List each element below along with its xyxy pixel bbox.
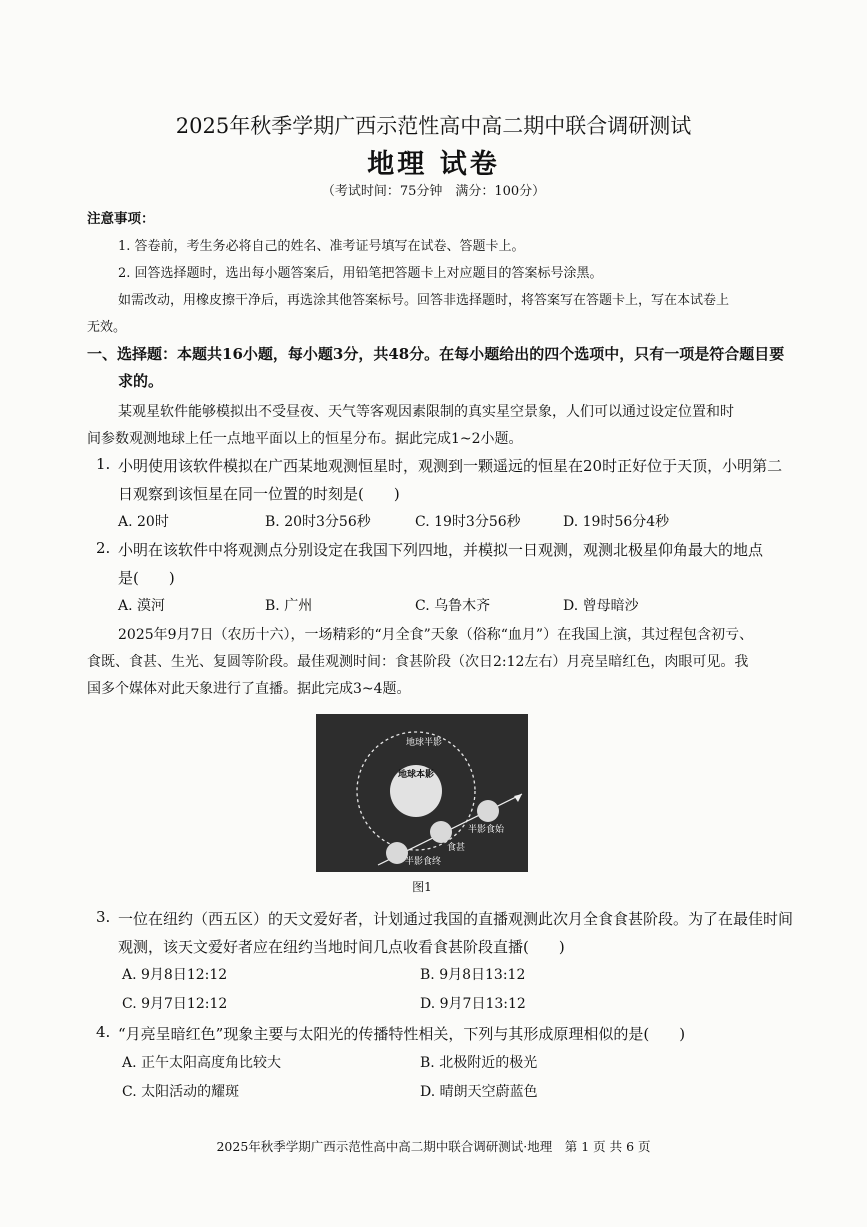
- question-number: 4.: [96, 1023, 111, 1041]
- question-text: 是( ): [118, 569, 175, 587]
- question-text: “月亮呈暗红色”现象主要与太阳光的传播特性相关，下列与其形成原理相似的是( ): [118, 1025, 686, 1043]
- question-text: 小明使用该软件模拟在广西某地观测恒星时，观测到一颗遥远的恒星在20时正好位于天顶，小明第二: [118, 457, 783, 475]
- figure-caption: 图1: [412, 880, 432, 894]
- option-a: A. 漠河: [118, 598, 166, 614]
- question-number: 2.: [96, 539, 111, 557]
- option-d: D. 19时56分4秒: [563, 514, 670, 530]
- notice-heading: 注意事项：: [87, 211, 155, 227]
- option-c: C. 太阳活动的耀斑: [122, 1084, 240, 1100]
- question-text: 日观察到该恒星在同一位置的时刻是( ): [118, 485, 400, 503]
- passage-line: 2025年9月7日（农历十六），一场精彩的“月全食”天象（俗称“血月”）在我国上演，其过程包含初亏、: [118, 627, 754, 643]
- passage-line: 国多个媒体对此天象进行了直播。据此完成3~4题。: [87, 681, 411, 697]
- option-a: A. 20时: [118, 514, 169, 530]
- passage-line: 某观星软件能够模拟出不受昼夜、天气等客观因素限制的真实星空景象，人们可以通过设定位置和时: [118, 404, 734, 420]
- section-heading: 一、选择题：本题共16小题，每小题3分，共48分。在每小题给出的四个选项中，只有一项是符合题目要: [87, 345, 785, 363]
- option-b: B. 广州: [265, 598, 313, 614]
- page-footer: 2025年秋季学期广西示范性高中高二期中联合调研测试·地理 第 1 页 共 6 页: [216, 1139, 651, 1154]
- question-number: 3.: [96, 908, 111, 926]
- end-label: 半影食终: [405, 856, 442, 866]
- option-c: C. 9月7日12:12: [122, 996, 228, 1012]
- option-b: B. 20时3分56秒: [265, 514, 371, 530]
- option-b: B. 9月8日13:12: [420, 967, 526, 983]
- question-text: 观测，该天文爱好者应在纽约当地时间几点收看食甚阶段直播( ): [118, 938, 565, 956]
- section-heading-cont: 求的。: [118, 372, 164, 390]
- penumbra-label: 地球半影: [405, 737, 443, 747]
- option-c: C. 19时3分56秒: [415, 514, 521, 530]
- question-number: 1.: [96, 455, 111, 473]
- umbra-label: 地球本影: [397, 769, 435, 779]
- exam-title: 2025年秋季学期广西示范性高中高二期中联合调研测试: [175, 114, 692, 138]
- passage-line: 间参数观测地球上任一点地平面以上的恒星分布。据此完成1~2小题。: [87, 431, 523, 447]
- option-a: A. 正午太阳高度角比较大: [122, 1055, 282, 1071]
- subject-title: 地理 试卷: [367, 149, 500, 180]
- option-a: A. 9月8日12:12: [122, 967, 228, 983]
- notice-item: 如需改动，用橡皮擦干净后，再选涂其他答案标号。回答非选择题时，将答案写在答题卡上，写在本试卷上: [118, 293, 730, 308]
- option-b: B. 北极附近的极光: [420, 1055, 538, 1071]
- moon-begin: [477, 800, 499, 822]
- passage-line: 食既、食甚、生光、复圆等阶段。最佳观测时间：食甚阶段（次日2:12左右）月亮呈暗红色，肉眼可见。我: [87, 654, 749, 670]
- option-d: D. 9月7日13:12: [420, 996, 526, 1012]
- moon-greatest: [430, 821, 452, 843]
- question-text: 小明在该软件中将观测点分别设定在我国下列四地，并模拟一日观测，观测北极星仰角最大的地点: [118, 541, 764, 559]
- option-d: D. 晴朗天空蔚蓝色: [420, 1084, 538, 1100]
- greatest-label: 食甚: [447, 842, 466, 852]
- lunar-eclipse-figure: [316, 714, 528, 872]
- exam-info: （考试时间：75分钟 满分：100分）: [321, 184, 546, 199]
- notice-item: 1. 答卷前，考生务必将自己的姓名、准考证号填写在试卷、答题卡上。: [118, 239, 525, 254]
- begin-label: 半影食始: [468, 824, 505, 834]
- question-text: 一位在纽约（西五区）的天文爱好者，计划通过我国的直播观测此次月全食食甚阶段。为了在最佳时间: [118, 910, 794, 928]
- option-d: D. 曾母暗沙: [563, 598, 639, 614]
- notice-item: 无效。: [87, 320, 127, 335]
- notice-item: 2. 回答选择题时，选出每小题答案后，用铅笔把答题卡上对应题目的答案标号涂黑。: [118, 266, 603, 281]
- option-c: C. 乌鲁木齐: [415, 598, 491, 614]
